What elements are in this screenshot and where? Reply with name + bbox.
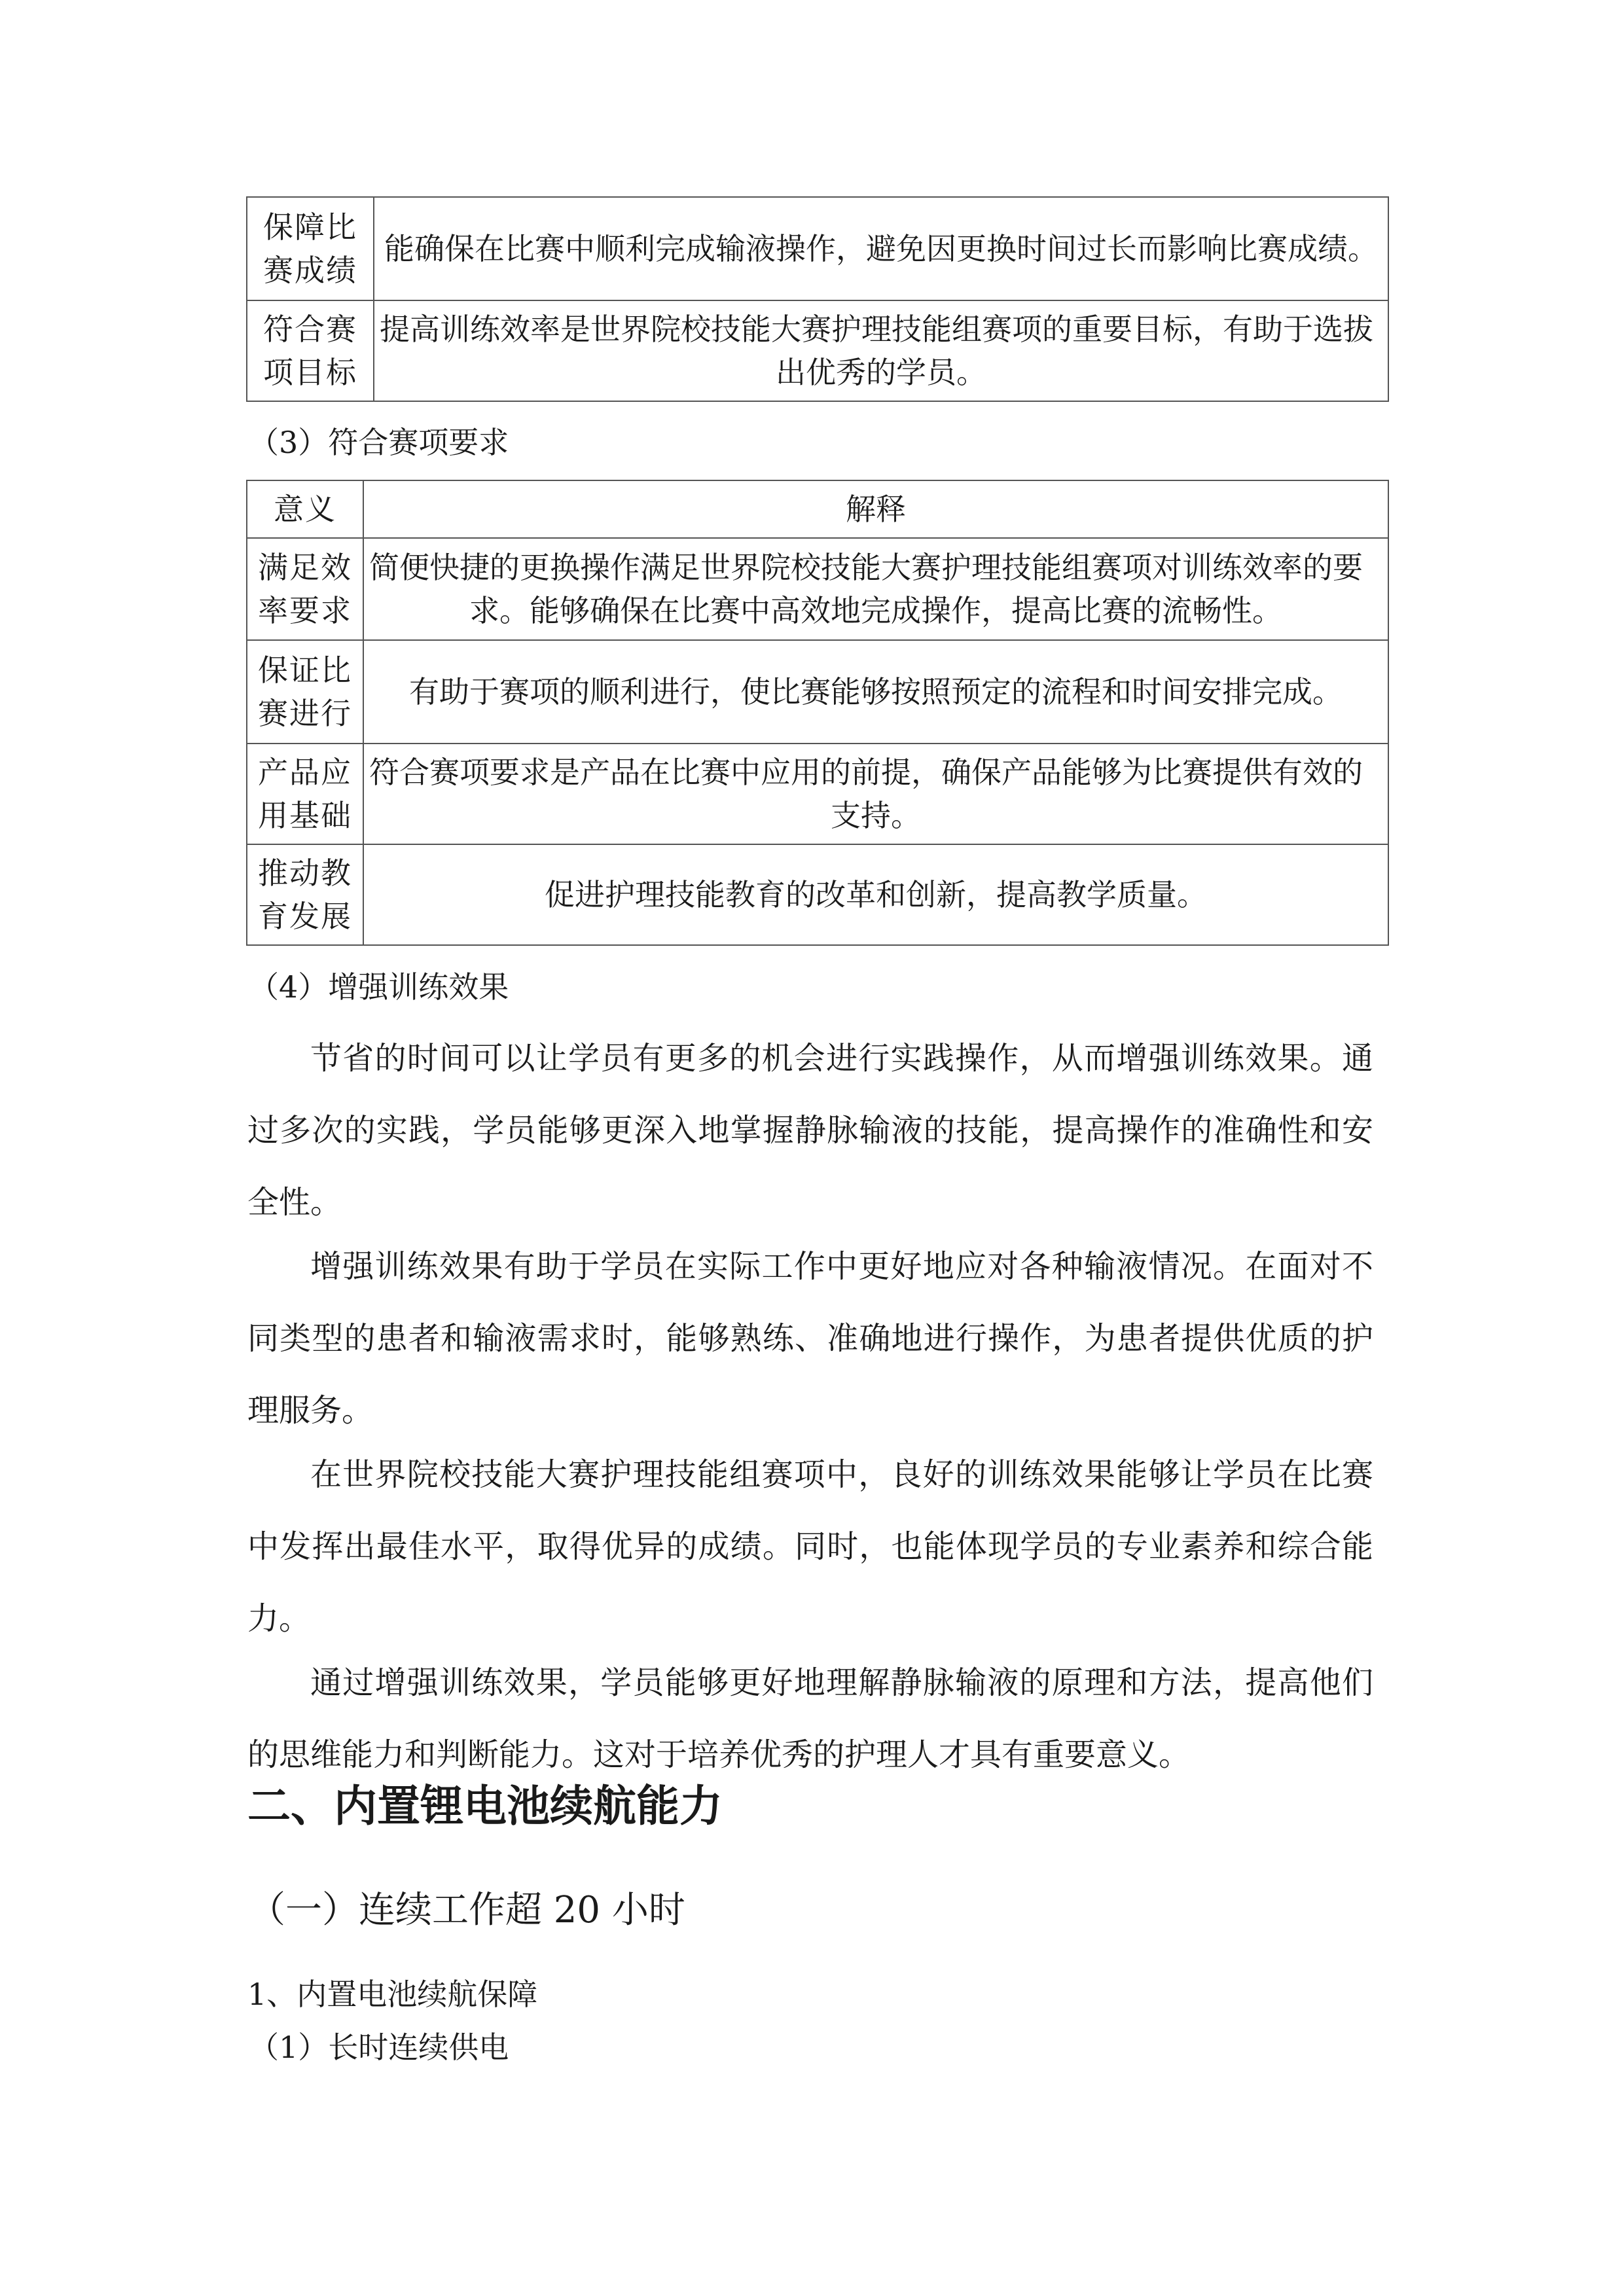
item-subheading: （1）长时连续供电: [249, 2030, 509, 2065]
table-key-cell: 满足效率要求: [247, 538, 363, 640]
table-value-cell: 简便快捷的更换操作满足世界院校技能大赛护理技能组赛项对训练效率的要求。能够确保在比赛中高效地完成操作，提高比赛的流畅性。: [363, 538, 1388, 640]
table-key-cell: 符合赛项目标: [247, 300, 374, 401]
table-value-cell: 能确保在比赛中顺利完成输液操作，避免因更换时间过长而影响比赛成绩。: [374, 197, 1388, 300]
table-row: [247, 744, 1388, 844]
table-header-row: [247, 480, 1388, 538]
paragraph: 节省的时间可以让学员有更多的机会进行实践操作，从而增强训练效果。通过多次的实践，学员能够更深入地掌握静脉输液的技能，提高操作的准确性和安全性。: [247, 1040, 1373, 1221]
table-value-cell: 促进护理技能教育的改革和创新，提高教学质量。: [363, 844, 1388, 945]
table-row: [247, 844, 1388, 945]
table-value-cell: 符合赛项要求是产品在比赛中应用的前提，确保产品能够为比赛提供有效的支持。: [363, 744, 1388, 844]
section-3-title: （3）符合赛项要求: [249, 425, 509, 460]
paragraph: 通过增强训练效果，学员能够更好地理解静脉输液的原理和方法，提高他们的思维能力和判断能力。这对于培养优秀的护理人才具有重要意义。: [247, 1664, 1373, 1773]
table-row: [247, 300, 1388, 401]
table-key-cell: 保障比赛成绩: [247, 197, 374, 300]
table-continuation: [246, 196, 1389, 402]
table-key-cell: 产品应用基础: [247, 744, 363, 844]
table-header-cell: 解释: [363, 480, 1388, 538]
table-value-cell: 提高训练效率是世界院校技能大赛护理技能组赛项的重要目标，有助于选拔出优秀的学员。: [374, 300, 1388, 401]
table-row: [247, 640, 1388, 744]
table-row: [247, 197, 1388, 300]
item-heading: 1、内置电池续航保障: [247, 1977, 538, 2012]
table-key-cell: 推动教育发展: [247, 844, 363, 945]
paragraph: 在世界院校技能大赛护理技能组赛项中，良好的训练效果能够让学员在比赛中发挥出最佳水平，取得优异的成绩。同时，也能体现学员的专业素养和综合能力。: [247, 1456, 1373, 1637]
chapter-heading: 二、内置锂电池续航能力: [247, 1781, 723, 1831]
paragraph: 增强训练效果有助于学员在实际工作中更好地应对各种输液情况。在面对不同类型的患者和输液需求时，能够熟练、准确地进行操作，为患者提供优质的护理服务。: [247, 1248, 1373, 1429]
table-key-cell: 保证比赛进行: [247, 640, 363, 744]
section-heading: （一）连续工作超 20 小时: [249, 1889, 685, 1931]
table-header-cell: 意义: [247, 480, 363, 538]
requirements-table: [246, 480, 1389, 946]
section-4-title: （4）增强训练效果: [249, 969, 509, 1005]
table-value-cell: 有助于赛项的顺利进行，使比赛能够按照预定的流程和时间安排完成。: [363, 640, 1388, 744]
table-row: [247, 538, 1388, 640]
